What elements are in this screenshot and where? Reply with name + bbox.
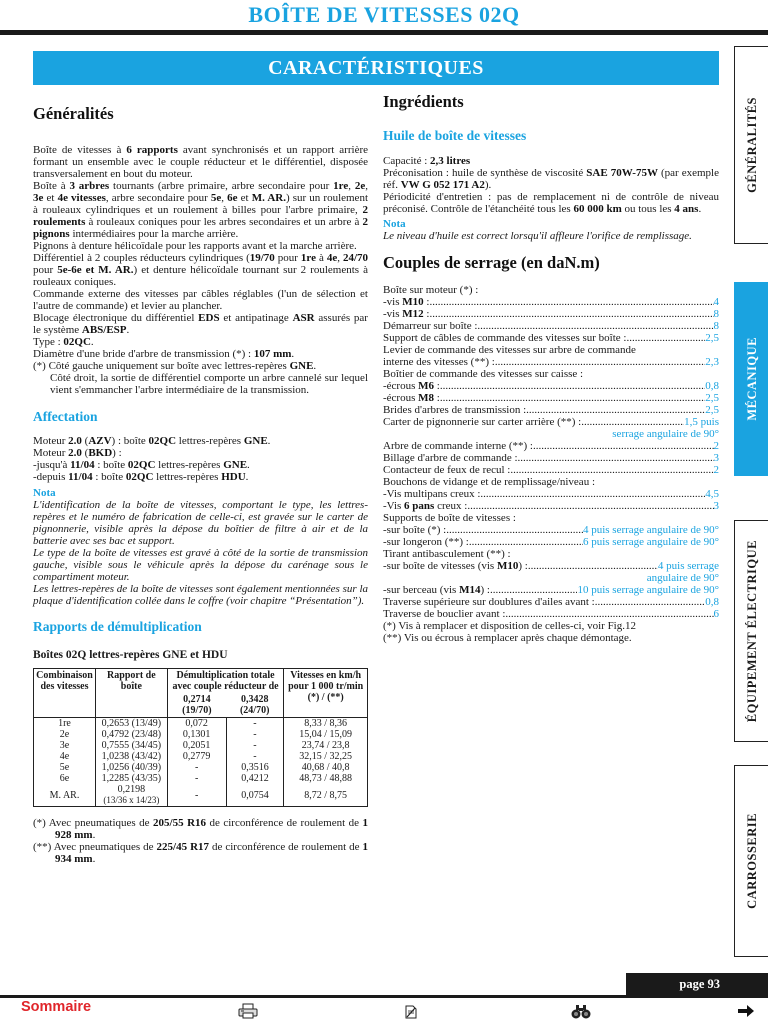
torque-line: -sur longeron (**) : ..... 6 puis serrage angulaire de 90°: [383, 536, 719, 548]
paragraph: -jusqu'à 11/04 : boîte 02QC lettres-repères GNE.: [33, 459, 250, 471]
footnote: (*) Vis à remplacer et disposition de celles-ci, voir Fig.12: [383, 620, 636, 632]
couples-heading: Couples de serrage (en daN.m): [383, 253, 600, 272]
footnote: (**) Vis ou écrous à remplacer après chaque démontage.: [383, 632, 632, 644]
table-row: 4e 1,0238 (43/42) 0,2779 - 32,15 / 32,25: [34, 751, 368, 762]
table-header: Démultiplication totale avec couple réducteur de: [167, 669, 284, 694]
page-number: page 93: [626, 973, 768, 996]
footer-nav: [0, 998, 768, 1024]
right-column: [383, 92, 719, 644]
torque-line: -vis M10 : ..... 4: [383, 296, 719, 308]
paragraph: Type : 02QC.: [33, 336, 94, 348]
table-row: 1re 0,2653 (13/49) 0,072 - 8,33 / 8,36: [34, 718, 368, 730]
huile-heading: Huile de boîte de vitesses: [383, 128, 527, 143]
paragraph: Boîte à 3 arbres tournants (arbre primaire, arbre secondaire pour 1re, 2e, 3e et 4e vitesses, arbre secondaire pour 5e, 6e et M. AR.) sur un roulement à rouleaux cylindriques et un roulement à billes pour l'arbre primaire, 2 roulements à rouleaux coniques pour les arbres secondaires et un arbre à 2 pignons intermédiaires pour la marche arrière.: [33, 180, 368, 240]
title-rule: [0, 30, 768, 35]
torque-line: Levier de commande des vitesses sur arbre de commande: [383, 344, 636, 356]
paragraph: Côté droit, la sortie de différentiel comporte un arbre cannelé sur lequel vient s'emmancher l'arbre intermédiaire de la transmission.: [50, 372, 368, 396]
ingredients-heading: Ingrédients: [383, 92, 464, 111]
table-title: Boîtes 02Q lettres-repères GNE et HDU: [33, 649, 228, 661]
torque-line: Billage d'arbre de commande : ..... 3: [383, 452, 719, 464]
tab-generalites[interactable]: GÉNÉRALITÉS: [734, 46, 768, 244]
paragraph: Préconisation : huile de synthèse de viscosité SAE 70W-75W (par exemple réf. VW G 052 171 A2).: [383, 167, 719, 191]
paragraph: Moteur 2.0 (BKD) :: [33, 447, 122, 459]
table-header: Rapport de boîte: [95, 669, 167, 718]
paragraph: (*) Côté gauche uniquement sur boîte avec lettres-repères GNE.: [33, 360, 317, 372]
torque-line: Arbre de commande interne (**) : ..... 2: [383, 440, 719, 452]
nota-text: Les lettres-repères de la boîte de vitesses sont également mentionnées sur la plaque d'identification collée dans le coffre (voir chapitre “Présentation”).: [33, 583, 368, 607]
paragraph: Périodicité d'entretien : pas de remplacement ni de contrôle de niveau préconisé. Contrôle de l'étanchéité tous les 60 000 km ou tous les 4 ans.: [383, 191, 719, 215]
nota-label: Nota: [383, 218, 406, 230]
print-icon[interactable]: [238, 1003, 258, 1022]
torque-line: Brides d'arbres de transmission : ..... 2,5: [383, 404, 719, 416]
torque-line: angulaire de 90°: [646, 572, 719, 584]
torque-line: Boîte sur moteur (*) :: [383, 284, 479, 296]
table-row: 5e 1,0256 (40/39) - 0,3516 40,68 / 40,8: [34, 762, 368, 773]
binoculars-icon[interactable]: [570, 1003, 592, 1022]
paragraph: Différentiel à 2 couples réducteurs cylindriques (19/70 pour 1re à 4e, 24/70 pour 5e-6e et M. AR.) et denture hélicoïdale tournant sur 2 roulements à rouleaux coniques.: [33, 252, 369, 288]
tab-mecanique[interactable]: MÉCANIQUE: [734, 282, 768, 476]
table-header: 0,2714 (19/70): [167, 693, 226, 718]
document-title: BOÎTE DE VITESSES 02Q: [248, 2, 520, 27]
torque-line: -Vis 6 pans creux : ..... 3: [383, 500, 719, 512]
section-banner: CARACTÉRISTIQUES: [33, 51, 719, 85]
table-header: Combinaison des vitesses: [34, 669, 96, 718]
table-row: 2e 0,4792 (23/48) 0,1301 - 15,04 / 15,09: [34, 729, 368, 740]
torque-line: -Vis multipans creux : ..... 4,5: [383, 488, 719, 500]
torque-line: interne des vitesses (**) : ..... 2,3: [383, 356, 719, 368]
torque-line: Traverse supérieure sur doublures d'ailes avant : ..... 0,8: [383, 596, 719, 608]
torque-line: Support de câbles de commande des vitesses sur boîte : ..... 2,5: [383, 332, 719, 344]
paragraph: -depuis 11/04 : boîte 02QC lettres-repères HDU.: [33, 471, 249, 483]
rapports-heading: Rapports de démultiplication: [33, 619, 202, 634]
footnote: (**) Avec pneumatiques de 225/45 R17 de circonférence de roulement de 1 934 mm.: [33, 841, 368, 865]
torque-line: -sur boîte de vitesses (vis M10) : ..... 4 puis serrage: [383, 560, 719, 572]
torque-line: -écrous M6 : ..... 0,8: [383, 380, 719, 392]
torque-line: serrage angulaire de 90°: [612, 428, 719, 440]
nota-text: Le niveau d'huile est correct lorsqu'il affleure l'orifice de remplissage.: [383, 230, 692, 242]
tab-equipement-electrique[interactable]: ÉQUIPEMENT ÉLECTRIQUE: [734, 520, 768, 742]
paragraph: Moteur 2.0 (AZV) : boîte 02QC lettres-repères GNE.: [33, 435, 271, 447]
torque-line: Bouchons de vidange et de remplissage/niveau :: [383, 476, 595, 488]
torque-line: Boîtier de commande des vitesses sur caisse :: [383, 368, 584, 380]
table-header: 0,3428 (24/70): [226, 693, 284, 718]
document-icon[interactable]: [404, 1005, 418, 1022]
torque-line: Démarreur sur boîte : ..... 8: [383, 320, 719, 332]
torque-line: -sur boîte (*) : ..... 4 puis serrage angulaire de 90°: [383, 524, 719, 536]
paragraph: Blocage électronique du différentiel EDS et antipatinage ASR assurés par le système ABS/ESP.: [33, 312, 368, 336]
torque-line: Supports de boîte de vitesses :: [383, 512, 516, 524]
table-row: 6e 1,2285 (43/35) - 0,4212 48,73 / 48,88: [34, 773, 368, 784]
left-column: [33, 104, 368, 865]
next-arrow-icon[interactable]: [737, 1005, 755, 1020]
nota-text: Le type de la boîte de vitesses est gravé à côté de la sortie de transmission gauche, visible sous le véhicule après la dépose du carénage sous le compartiment moteur.: [33, 547, 368, 583]
torque-line: Carter de pignonnerie sur carter arrière (**) : ..... 1,5 puis: [383, 416, 719, 428]
footnote: (*) Avec pneumatiques de 205/55 R16 de circonférence de roulement de 1 928 mm.: [33, 817, 368, 841]
demultiplication-table: [33, 668, 368, 807]
torque-line: -sur berceau (vis M14) : ..... 10 puis serrage angulaire de 90°: [383, 584, 719, 596]
generalites-heading: Généralités: [33, 104, 114, 123]
paragraph: Commande externe des vitesses par câbles réglables (l'un de sélection et l'autre de commande) et levier au plancher.: [33, 288, 368, 312]
torque-line: Traverse de bouclier avant : ..... 6: [383, 608, 719, 620]
table-row: 3e 0,7555 (34/45) 0,2051 - 23,74 / 23,8: [34, 740, 368, 751]
paragraph: Boîte de vitesses à 6 rapports avant synchronisés et un rapport arrière formant un ensemble avec le couple réducteur et le différentiel, disposée transversalement en bout du moteur.: [33, 144, 368, 180]
table-header: Vitesses en km/h pour 1 000 tr/min (*) / (**): [284, 669, 368, 718]
nota-label: Nota: [33, 487, 56, 499]
paragraph: Diamètre d'une bride d'arbre de transmission (*) : 107 mm.: [33, 348, 295, 360]
torque-line: -écrous M8 : ..... 2,5: [383, 392, 719, 404]
paragraph: Capacité : 2,3 litres: [383, 155, 471, 167]
torque-line: Tirant antibasculement (**) :: [383, 548, 511, 560]
nota-text: L'identification de la boîte de vitesses, comportant le type, les lettres-repères et le numéro de fabrication de celle-ci, est gravée sur le carter de pignonnerie, visible après la dépose du boîtier de filtre à air et de la batterie avec ses bac et support.: [33, 499, 368, 547]
sommaire-link[interactable]: Sommaire: [21, 999, 92, 1015]
tab-carrosserie[interactable]: CARROSSERIE: [734, 765, 768, 957]
affectation-heading: Affectation: [33, 409, 98, 424]
torque-line: -vis M12 : ..... 8: [383, 308, 719, 320]
paragraph: Pignons à denture hélicoïdale pour les rapports avant et la marche arrière.: [33, 240, 357, 252]
torque-line: Contacteur de feux de recul : ..... 2: [383, 464, 719, 476]
table-row: M. AR. 0,2198 (13/36 x 14/23) - 0,0754 8,72 / 8,75: [34, 784, 368, 807]
